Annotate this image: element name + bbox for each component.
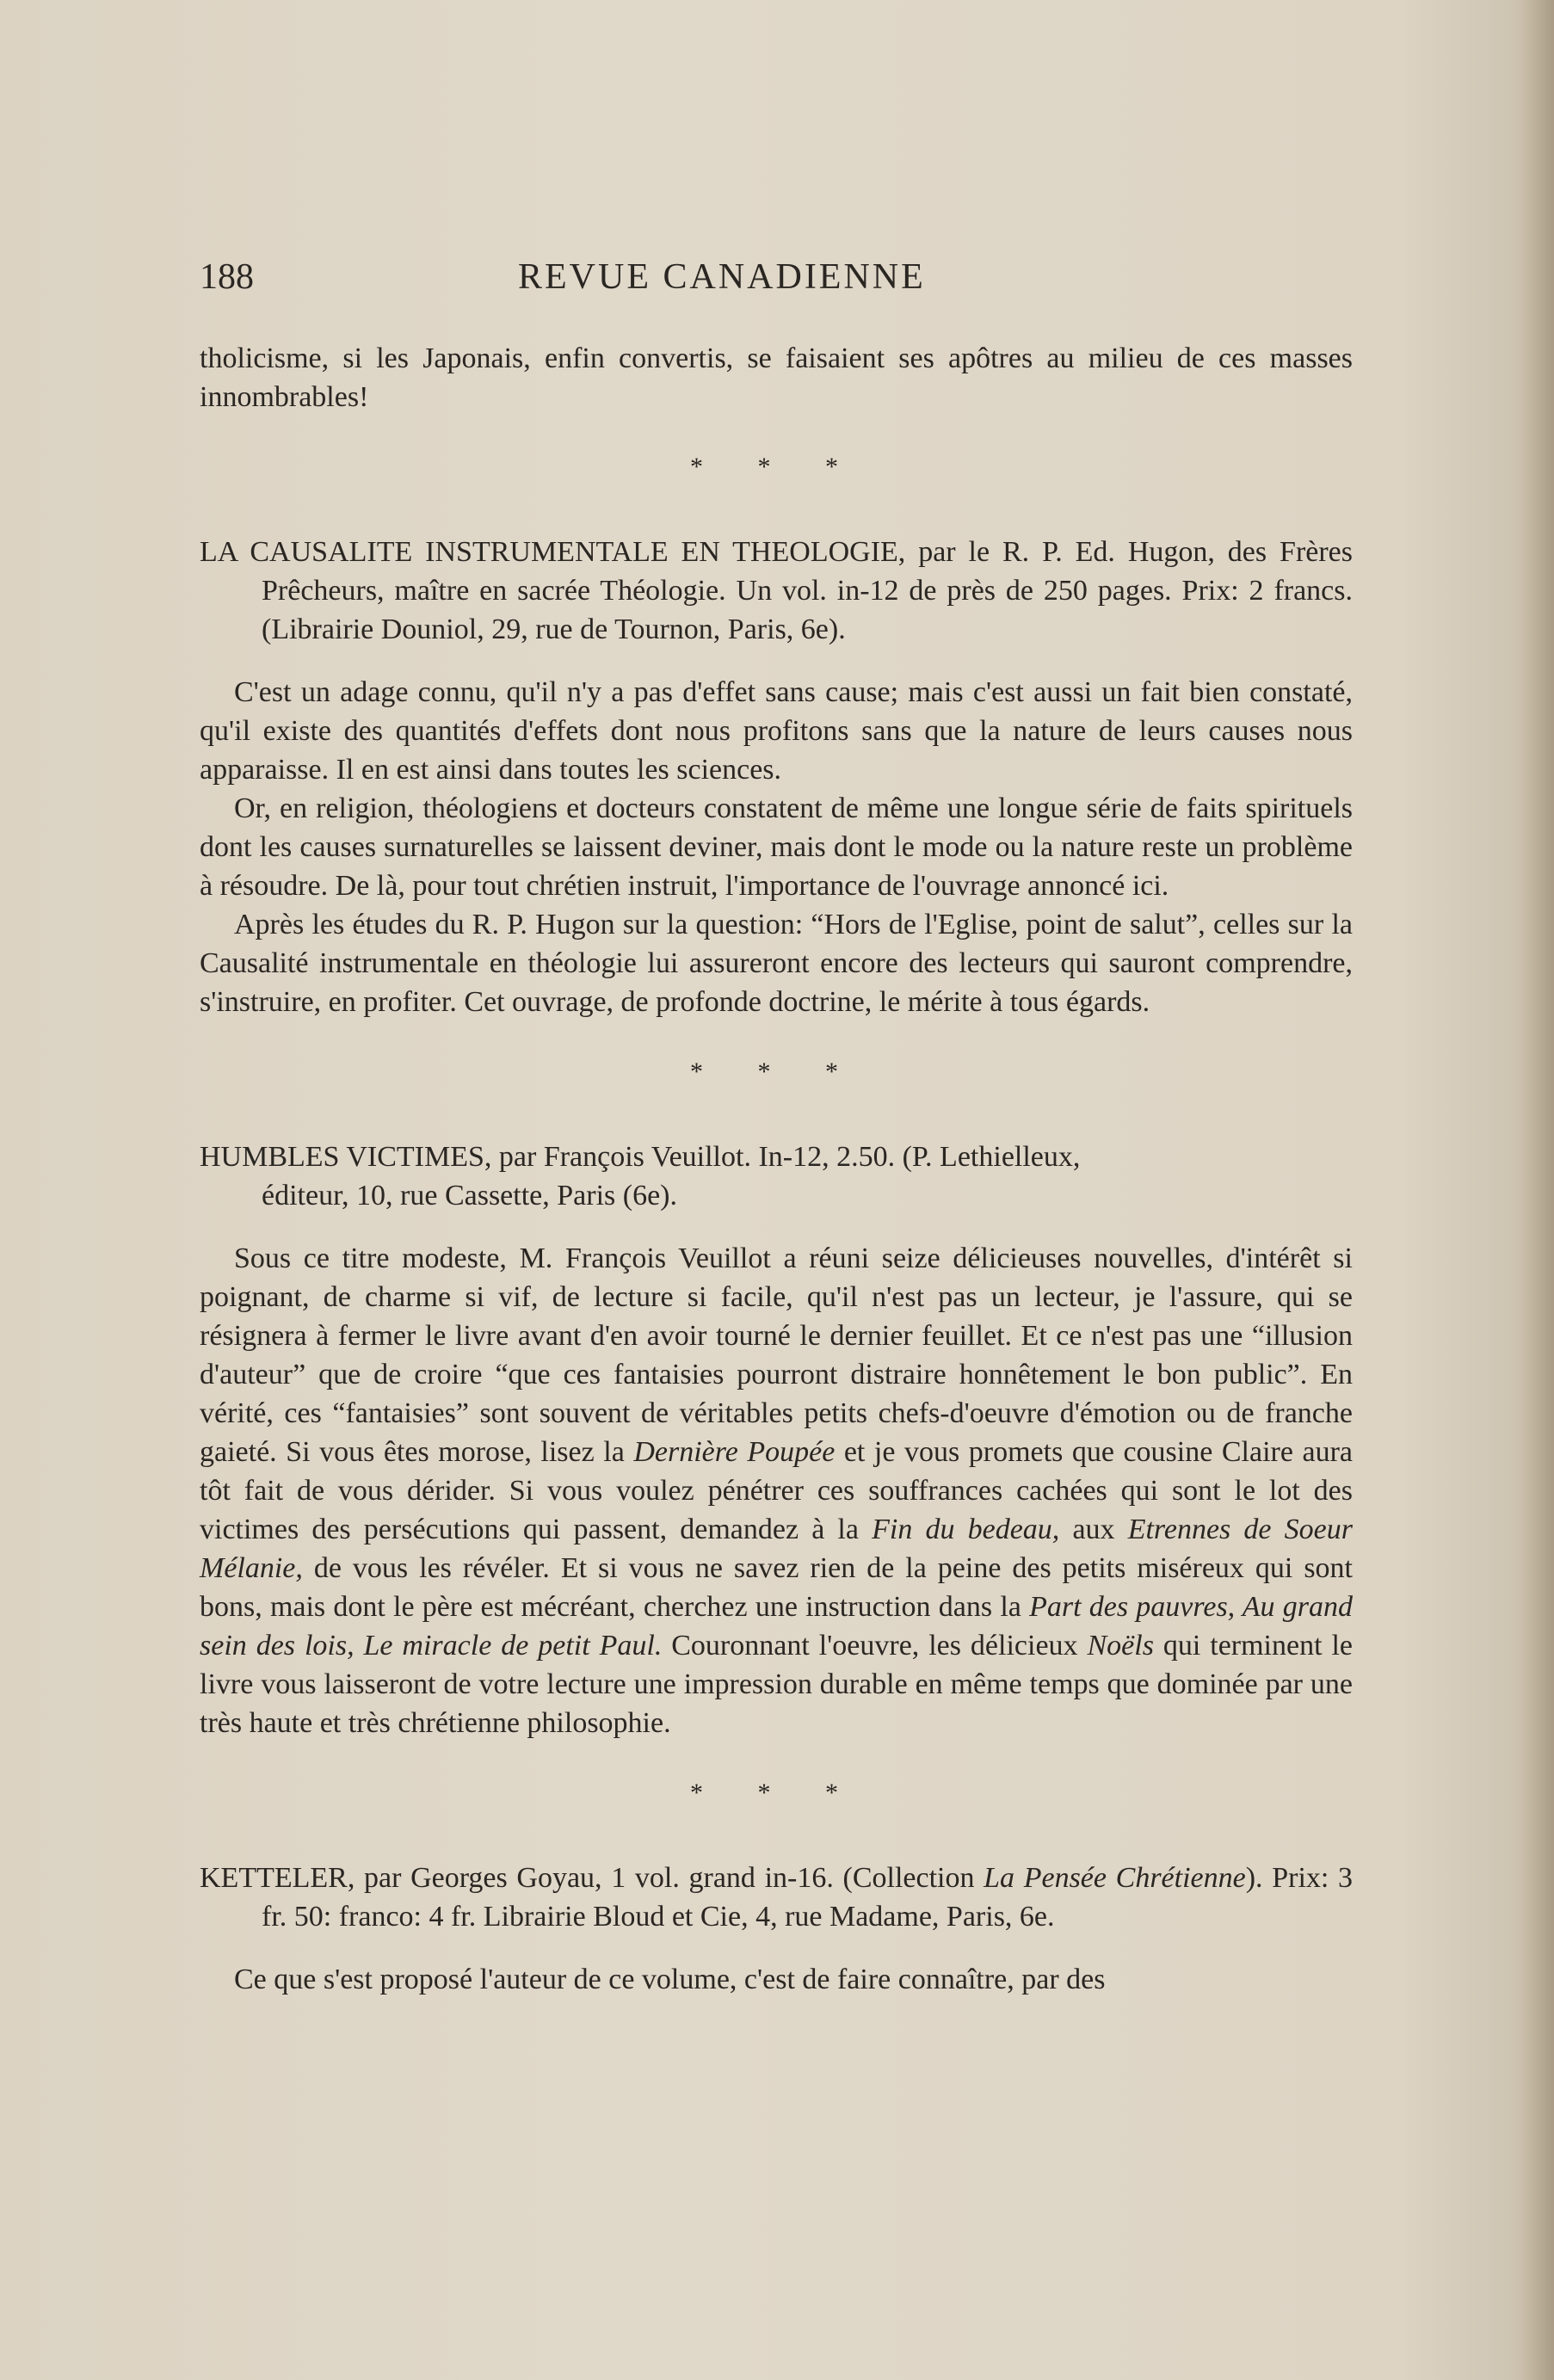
review-paragraph: Or, en religion, théologiens et docteurs constatent de même une longue série de faits spirituels dont les causes surnaturelles se laissent deviner, mais dont le mode ou la nature reste un problème à résoudre. De là, pour tout chrétien instruit, l'importance de l'ouvrage annoncé ici. — [200, 792, 1353, 902]
review-paragraph — [200, 1239, 1353, 1742]
bibliographic-entry: LA CAUSALITE INSTRUMENTALE EN THEOLOGIE, par le R. P. Ed. Hugon, des Frères Prêcheurs, maître en sacrée Théologie. Un vol. in-12 de près de 250 pages. Prix: 2 francs. (Librairie Douniol, 29, rue de Tournon, Paris, 6e). — [200, 536, 1353, 645]
page-content — [200, 258, 1353, 1999]
book-title: Noëls — [1087, 1630, 1154, 1662]
text-run: aux — [1059, 1514, 1128, 1545]
section-separator: * * * — [690, 1057, 862, 1086]
review-causalite — [200, 533, 1353, 1021]
book-title: Etrennes de Soeur Mélanie, — [200, 1514, 1353, 1584]
page-edge-shadow — [1523, 0, 1554, 2380]
review-paragraph: C'est un adage connu, qu'il n'y a pas d'effet sans cause; mais c'est aussi un fait bien constaté, qu'il existe des quantités d'effets dont nous profitons sans que la nature de leurs causes nous apparaisse. Il en est ainsi dans toutes les sciences. — [200, 676, 1353, 786]
running-title: REVUE CANADIENNE — [518, 257, 926, 297]
book-title: Part des pauvres, Au grand sein des lois, Le miracle de petit Paul. — [200, 1591, 1353, 1662]
review-ketteler — [200, 1859, 1353, 1999]
review-humbles-victimes — [200, 1138, 1353, 1742]
bibliographic-entry — [200, 1138, 1353, 1215]
continuation-paragraph: tholicisme, si les Japonais, enfin convertis, se faisaient ses apôtres au milieu de ces masses innombrables! — [200, 342, 1353, 413]
text-run: ). Prix: 3 fr. 50: franco: 4 fr. Librairie Bloud et Cie, 4, rue Madame, Paris, 6e. — [262, 1862, 1354, 1933]
text-run: Sous ce titre modeste, M. François Veuillot a réuni seize délicieuses nouvelles, d'intérêt si poignant, de charme si vif, de lecture si facile, qu'il n'est pas un lecteur, je l'assure, qui se résignera à fermer le livre avant d'en avoir tourné le dernier feuillet. Et ce n'est pas une “illusion d'auteur” que de croire “que ces fantaisies pourront distraire honnêtement le bon public”. En vérité, ces “fantaisies” sont souvent de véritables petits chefs-d'oeuvre d'émotion ou de franche gaieté. Si vous êtes morose, lisez la — [200, 1242, 1353, 1468]
section-separator: * * * — [690, 453, 862, 481]
biblio-line: éditeur, 10, rue Cassette, Paris (6e). — [262, 1180, 677, 1212]
book-title: Fin du bedeau, — [872, 1514, 1060, 1545]
text-run: Couronnant l'oeuvre, les délicieux — [662, 1630, 1088, 1662]
text-run: et je vous promets que cousine Claire aura tôt fait de vous dérider. Si vous voulez pénétrer ces souffrances cachées qui sont le lot des victimes des persécutions qui passent, demandez à la — [200, 1436, 1353, 1545]
biblio-line: HUMBLES VICTIMES, par François Veuillot. In-12, 2.50. (P. Lethielleux, — [200, 1141, 1081, 1173]
review-paragraph: Après les études du R. P. Hugon sur la question: “Hors de l'Eglise, point de salut”, celles sur la Causalité instrumentale en théologie lui assureront encore des lecteurs qui sauront comprendre, s'instruire, en profiter. Cet ouvrage, de profonde doctrine, le mérite à tous égards. — [200, 909, 1353, 1018]
text-run: qui terminent le livre vous laisseront de votre lecture une impression durable en même temps que dominée par une très haute et très chrétienne philosophie. — [200, 1630, 1354, 1739]
page-header — [200, 258, 1353, 318]
review-paragraph: Ce que s'est proposé l'auteur de ce volume, c'est de faire connaître, par des — [234, 1964, 1106, 1995]
page-number: 188 — [200, 257, 254, 297]
text-run: KETTELER, par Georges Goyau, 1 vol. grand in-16. (Collection — [200, 1862, 984, 1894]
bibliographic-entry — [200, 1859, 1353, 1936]
text-run: de vous les révéler. Et si vous ne savez rien de la peine des petits miséreux qui sont bons, mais dont le père est mécréant, cherchez une instruction dans la — [200, 1552, 1353, 1623]
book-title: Dernière Poupée — [633, 1436, 836, 1468]
collection-title: La Pensée Chrétienne — [984, 1862, 1246, 1894]
section-separator: * * * — [690, 1779, 862, 1807]
